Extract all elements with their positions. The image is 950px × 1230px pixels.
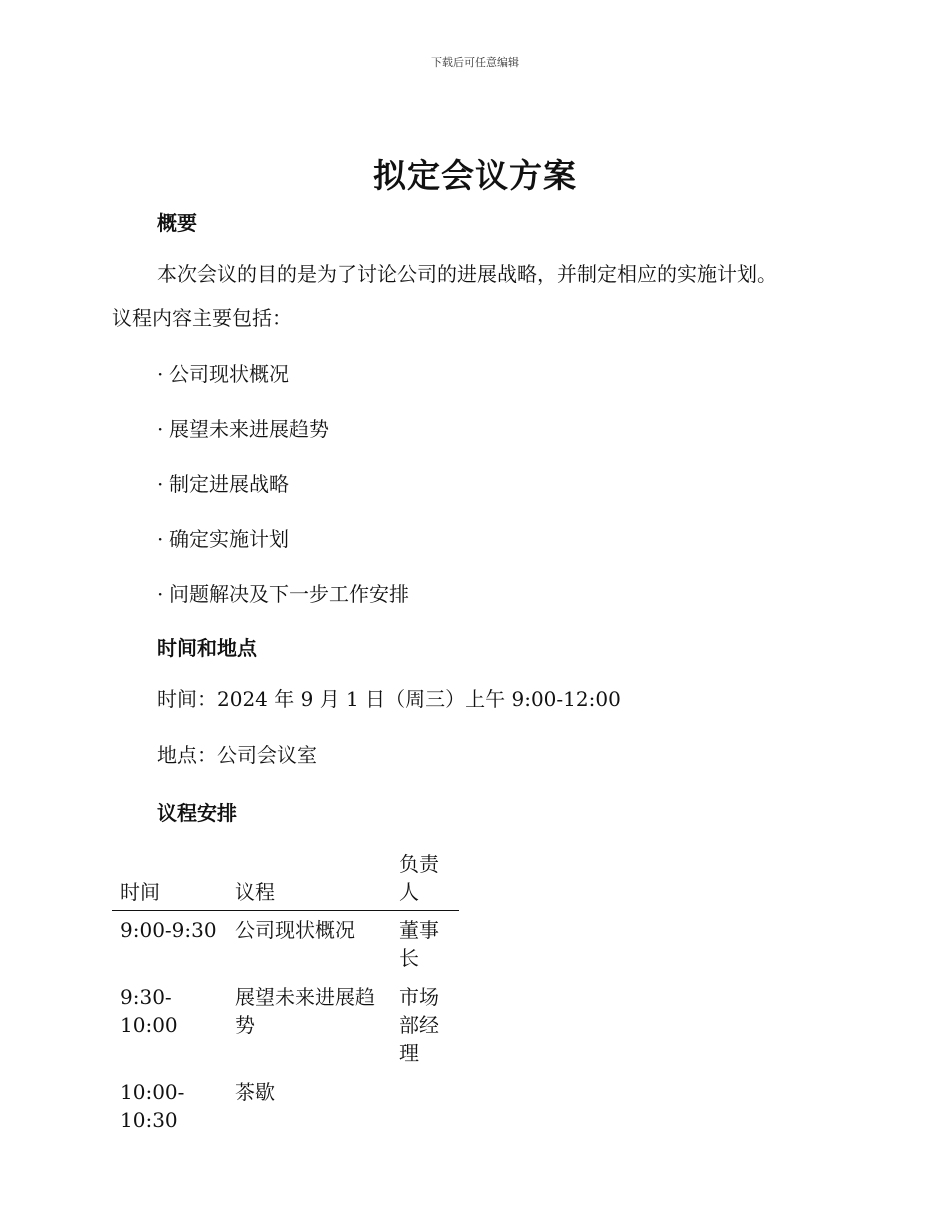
- cell-time: 10:00-10:30: [120, 1080, 185, 1132]
- meeting-time: 时间：2024 年 9 月 1 日（周三）上午 9:00-12:00: [157, 687, 621, 711]
- column-header-item: 议程: [227, 850, 391, 911]
- bullet-text: 展望未来进展趋势: [169, 417, 329, 441]
- table-header-row: [112, 850, 459, 911]
- document-title: 拟定会议方案: [373, 156, 577, 195]
- bullet-text: 公司现状概况: [169, 362, 289, 386]
- bullet-text: 制定进展战略: [169, 472, 289, 496]
- overview-paragraph-line1: 本次会议的目的是为了讨论公司的进展战略，并制定相应的实施计划。: [157, 262, 777, 286]
- bullet-item: [157, 523, 289, 552]
- table-row: [112, 1073, 459, 1140]
- bullet-item: [157, 468, 289, 497]
- cell-owner: 市场部经理: [399, 985, 439, 1065]
- bullet-dot-icon: ·: [157, 362, 164, 386]
- bullet-dot-icon: ·: [157, 472, 164, 496]
- cell-item: 茶歇: [235, 1080, 275, 1104]
- page-header-note: 下载后可任意编辑: [431, 56, 519, 69]
- bullet-text: 确定实施计划: [169, 527, 289, 551]
- section-heading-time-place: 时间和地点: [157, 636, 257, 660]
- bullet-item: [157, 358, 289, 387]
- cell-time: 9:30-10:00: [120, 985, 178, 1037]
- bullet-dot-icon: ·: [157, 527, 164, 551]
- agenda-table: [112, 850, 459, 1140]
- cell-time: 9:00-9:30: [120, 918, 217, 942]
- cell-owner: [391, 1073, 459, 1140]
- table-row: [112, 911, 459, 979]
- cell-item: 公司现状概况: [235, 918, 355, 942]
- cell-item: 展望未来进展趋势: [235, 985, 375, 1037]
- bullet-dot-icon: ·: [157, 417, 164, 441]
- cell-owner: 董事长: [399, 918, 439, 970]
- section-heading-overview: 概要: [157, 211, 197, 235]
- bullet-item: [157, 578, 409, 607]
- bullet-dot-icon: ·: [157, 582, 164, 606]
- table-row: [112, 978, 459, 1073]
- column-header-time: 时间: [112, 850, 227, 911]
- column-header-owner: 负责人: [391, 850, 459, 911]
- meeting-place: 地点：公司会议室: [157, 743, 317, 767]
- section-heading-agenda: 议程安排: [157, 801, 237, 825]
- bullet-item: [157, 413, 329, 442]
- bullet-text: 问题解决及下一步工作安排: [169, 582, 409, 606]
- overview-paragraph-line2: 议程内容主要包括：: [112, 306, 292, 330]
